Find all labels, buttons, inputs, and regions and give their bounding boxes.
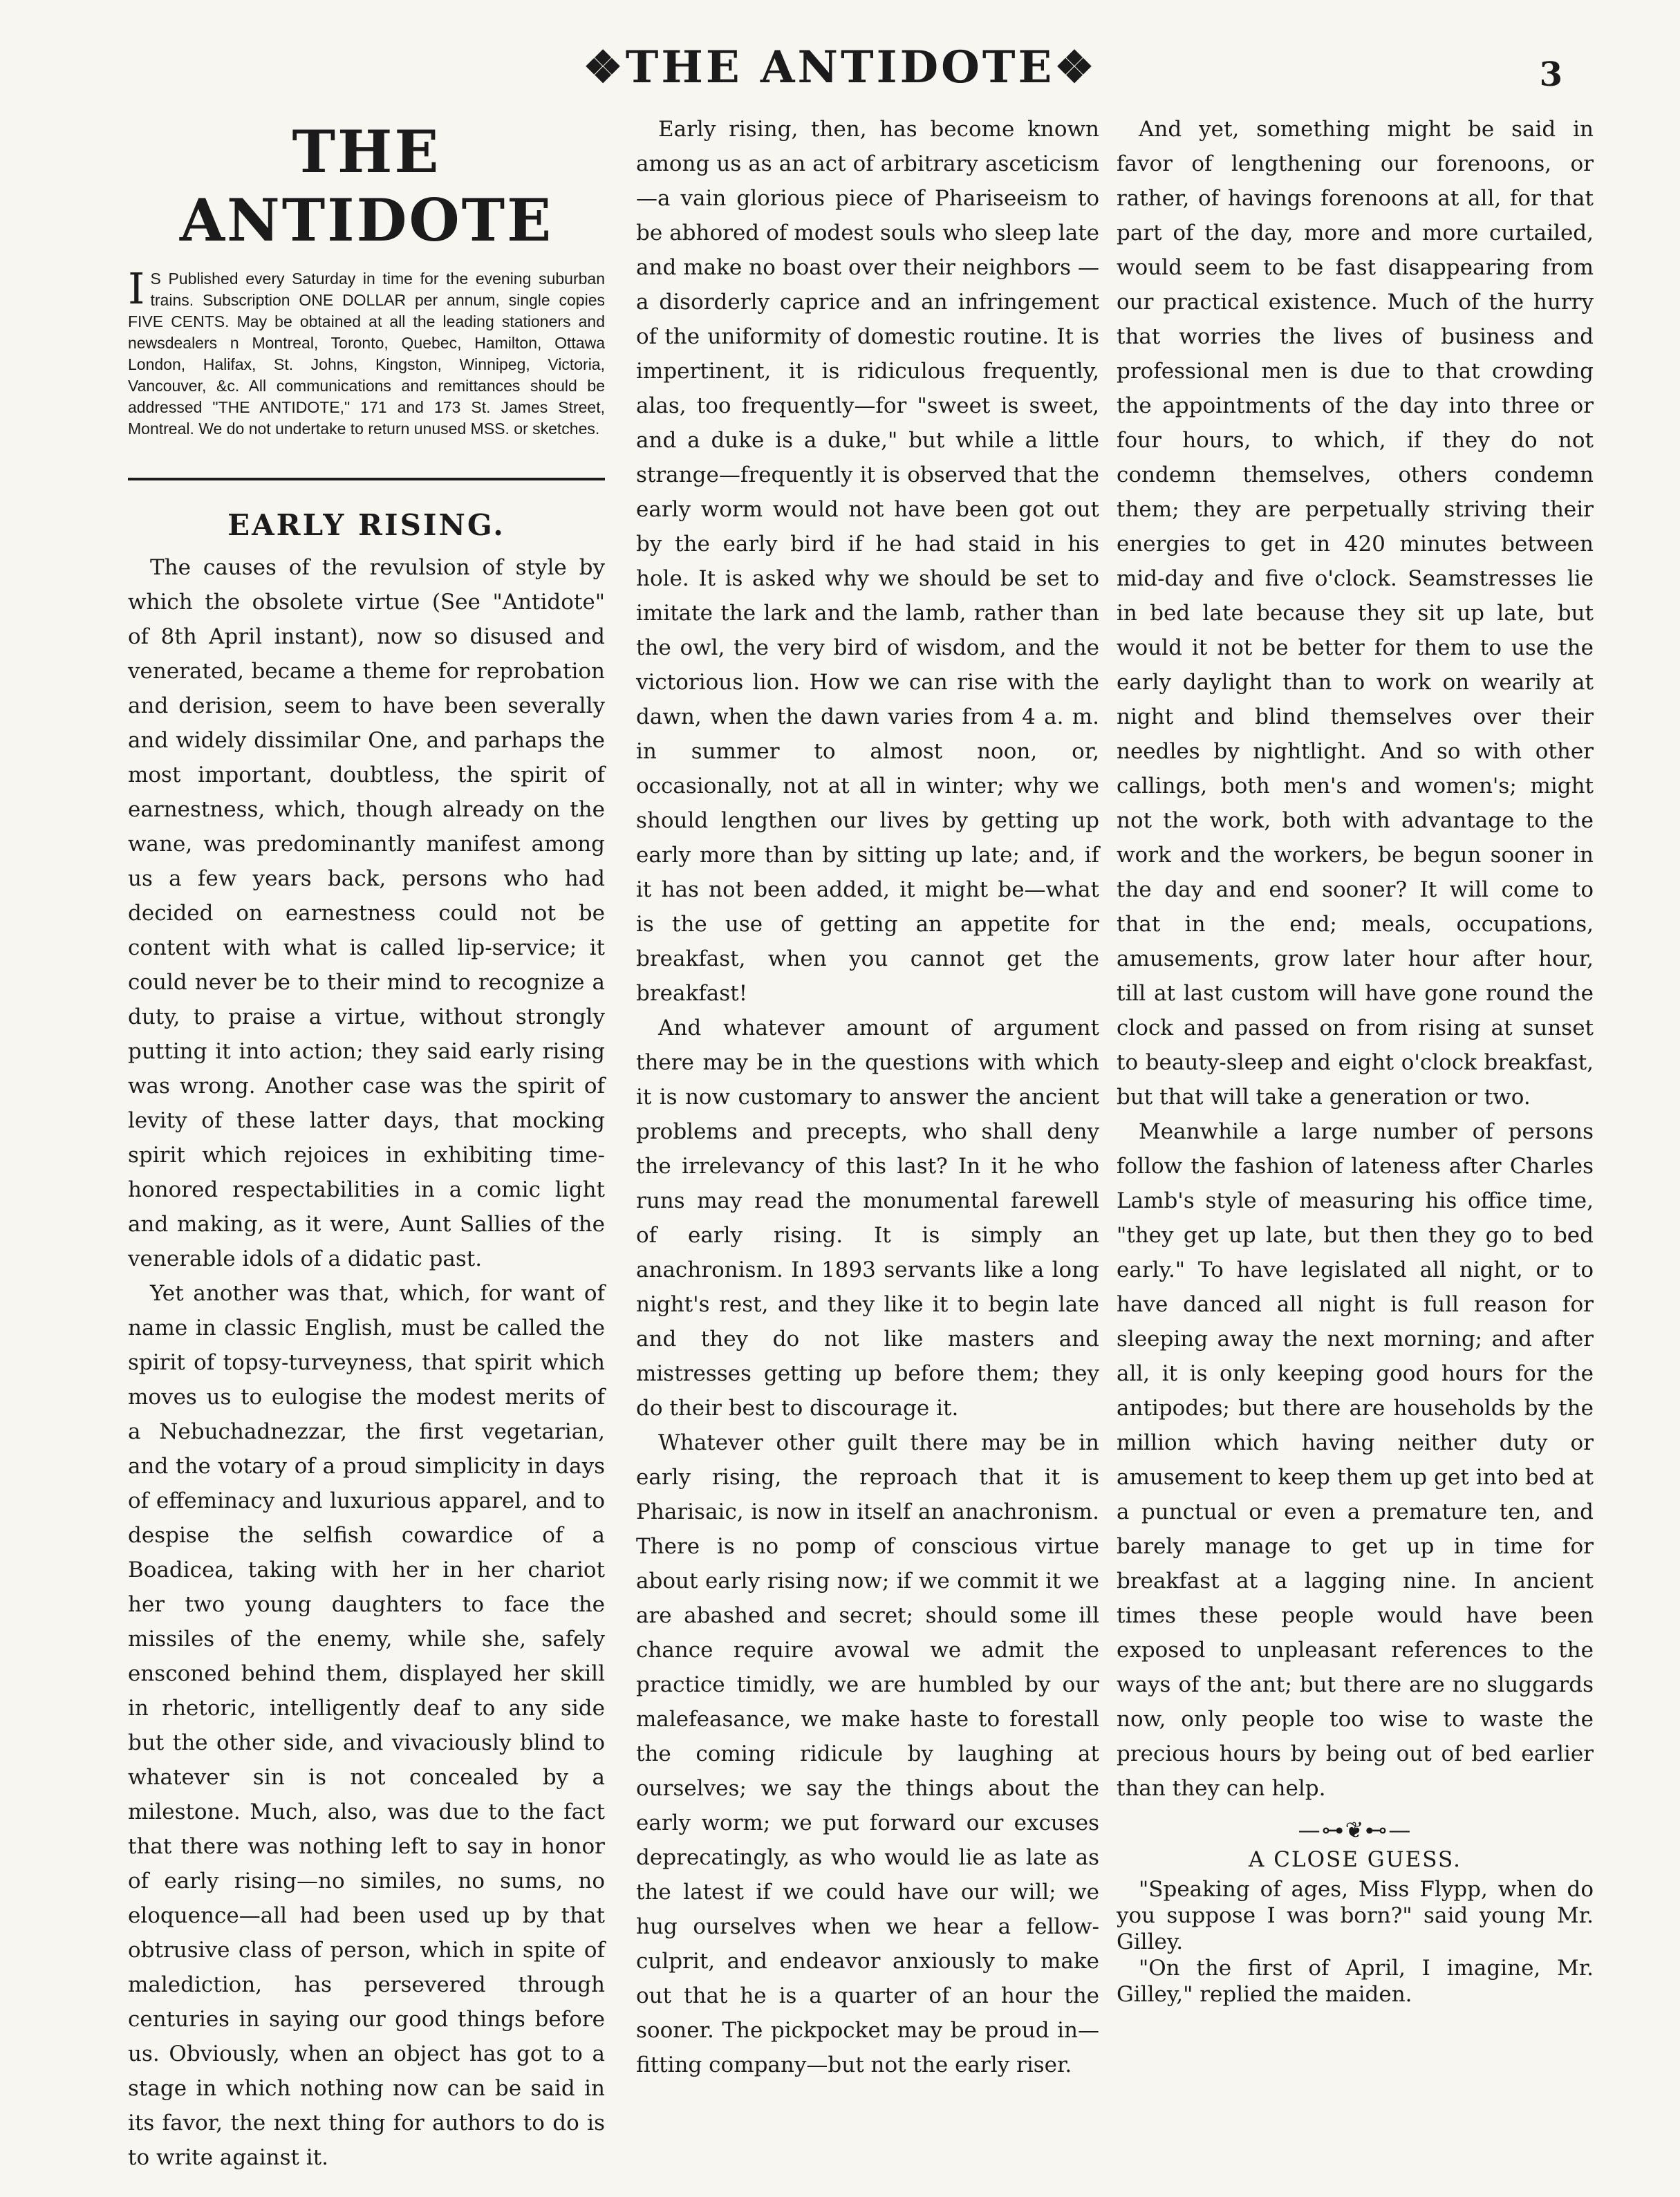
publication-note-text: S Published every Saturday in time for the evening suburban trains. Subscription ONE DOLLAR per annum, single copies FIVE CENTS. May be obtained at all the leading stationers and newsdealers n Montreal, Toronto, Quebec, Hamilton, Ottawa London, Halifax, St. Johns, Kingston, Winnipeg, Victoria, Vancouver, &c. All communications and remittances should be addressed "THE ANTIDOTE," 171 and 173 St. James Street, Montreal. We do not undertake to return unused MSS. or sketches. [128,270,605,438]
paragraph-7: Meanwhile a large number of persons follow the fashion of lateness after Charles Lamb's style of measuring his office time, "they get up late, but then they go to bed early." To have legislated all night, or to have danced all night is full reason for sleeping away the next morning; and after all, it is only keeping good hours for the antipodes; but there are households by the million which having neither duty or amusement to keep them up get into bed at a punctual or even a premature ten, and barely manage to get up in time for breakfast at a lagging nine. In ancient times these people would have been exposed to unpleasant references to the ways of the ant; but there are no sluggards now, only people too wise to waste the precious hours by being out of bed earlier than they can help. [1117,1119,1594,1801]
running-head-title: ❖THE ANTIDOTE❖ [583,41,1097,93]
publication-note [128,263,605,440]
paragraph-3: Early rising, then, has become known among us as an act of arbitrary asceticism —a vain glorious piece of Phariseeism to be abhored of modest souls who sleep late and make no boast over their neighbors —a disorderly caprice and an infringement of the uniformity of domestic routine. It is impertinent, it is ridiculous frequently, alas, too frequently—for "sweet is sweet, and a duke is a duke," but while a little strange—frequently it is observed that the early worm would not have been got out by the early bird if he had staid in his hole. It is asked why we should be set to imitate the lark and the lamb, rather than the owl, the very bird of wisdom, and the victorious lion. How we can rise with the dawn, when the dawn varies from 4 a. m. in summer to almost noon, or, occasionally, not at all in winter; why we should lengthen our lives by getting up early more than by sitting up late; and, if it has not been added, it might be—what is the use of getting an appetite for breakfast, when you cannot get the breakfast! [636,117,1099,1006]
anecdote-title: A CLOSE GUESS. [1249,1847,1462,1872]
ornament-divider: —⊶❦⊷— [1298,1817,1412,1843]
article-title: EARLY RISING. [227,508,505,542]
anecdote-line-2: "On the first of April, I imagine, Mr. Gilley," replied the maiden. [1117,1956,1594,2007]
masthead-title: THE ANTIDOTE [179,118,554,254]
paragraph-1: The causes of the revulsion of style by which the obsolete virtue (See "Antidote" of 8th April instant), now so disused and venerated, became a theme for reprobation and derision, seem to have been severally and widely dissimilar One, and parhaps the most important, doubtless, the spirit of earnestness, which, though already on the wane, was predominantly manifest among us a few years back, persons who had decided on earnestness could not be content with what is called lip-service; it could never be to their mind to recognize a duty, to praise a virtue, without strongly putting it into action; they said early rising was wrong. Another case was the spirit of levity of these latter days, that mocking spirit which rejoices in exhibiting time-honored respectabilities in a comic light and making, as it were, Aunt Sallies of the venerable idols of a didatic past. [128,555,605,1271]
publication-note-initial: I [128,263,145,314]
column-2 [636,112,1099,2082]
page-number: 3 [1539,55,1562,94]
paragraph-5: Whatever other guilt there may be in early rising, the reproach that it is Pharisaic, is now in itself an anachronism. There is no pomp of conscious virtue about early rising now; if we commit it we are abashed and secret; should some ill chance require avowal we admit the practice timidly, we are humbled by our malefeasance, we make haste to forestall the coming ridicule by laughing at ourselves; we say the things about the early worm; we put forward our excuses deprecatingly, as who would lie as late as the latest if we could have our will; we hug ourselves when we hear a fellow-culprit, and endeavor anxiously to make out that he is a quarter of an hour the sooner. The pickpocket may be proud in—fitting company—but not the early riser. [636,1430,1099,2077]
section-divider [128,478,605,480]
paragraph-4: And whatever amount of argument there may be in the questions with which it is now customary to answer the ancient problems and precepts, who shall deny the irrelevancy of this last? In it he who runs may read the monumental farewell of early rising. It is simply an anachronism. In 1893 servants like a long night's rest, and they like it to begin late and they do not like masters and mistresses getting up before them; they do their best to discourage it. [636,1016,1099,1421]
column-3 [1117,112,1594,2008]
anecdote-line-1: "Speaking of ages, Miss Flypp, when do you suppose I was born?" said young Mr. Gilley. [1117,1877,1594,1954]
paragraph-6: And yet, something might be said in favor of lengthening our forenoons, or rather, of havings forenoons at all, for that part of the day, more and more curtailed, would seem to be fast disappearing from our practical existence. Much of the hurry that worries the lives of business and professional men is due to that crowding the appointments of the day into three or four hours, to which, if they do not condemn themselves, others condemn them; they are perpetually striving their energies to get in 420 minutes between mid-day and five o'clock. Seamstresses lie in bed late because they sit up late, but would it not be better for them to use the early daylight than to work on wearily at night and blind themselves over their needles by nightlight. And so with other callings, both men's and women's; might not the work, both with advantage to the work and the workers, be begun sooner in the day and end sooner? It will come to that in the end; meals, occupations, amusements, grow later hour after hour, till at last custom will have gone round the clock and passed on from rising at sunset to beauty-sleep and eight o'clock breakfast, but that will take a generation or two. [1117,117,1594,1110]
paragraph-2: Yet another was that, which, for want of name in classic English, must be called the spirit of topsy-turveyness, that spirit which moves us to eulogise the modest merits of a Nebuchadnezzar, the first vegetarian, and the votary of a proud simplicity in days of effeminacy and luxurious apparel, and to despise the selfish cowardice of a Boadicea, taking with her in her chariot her two young daughters to face the missiles of the enemy, while she, safely ensconed behind them, displayed her skill in rhetoric, intelligently deaf to any side but the other side, and vivaciously blind to whatever sin is not concealed by a milestone. Much, also, was due to the fact that there was nothing left to say in honor of early rising—no similes, no sums, no eloquence—all had been used up by that obtrusive class of person, which in spite of malediction, has persevered through centuries in saying our good things before us. Obviously, when an object has got to a stage in which nothing now can be said in its favor, the next thing for authors to do is to write against it. [128,1281,605,2170]
column-1 [128,111,605,2175]
